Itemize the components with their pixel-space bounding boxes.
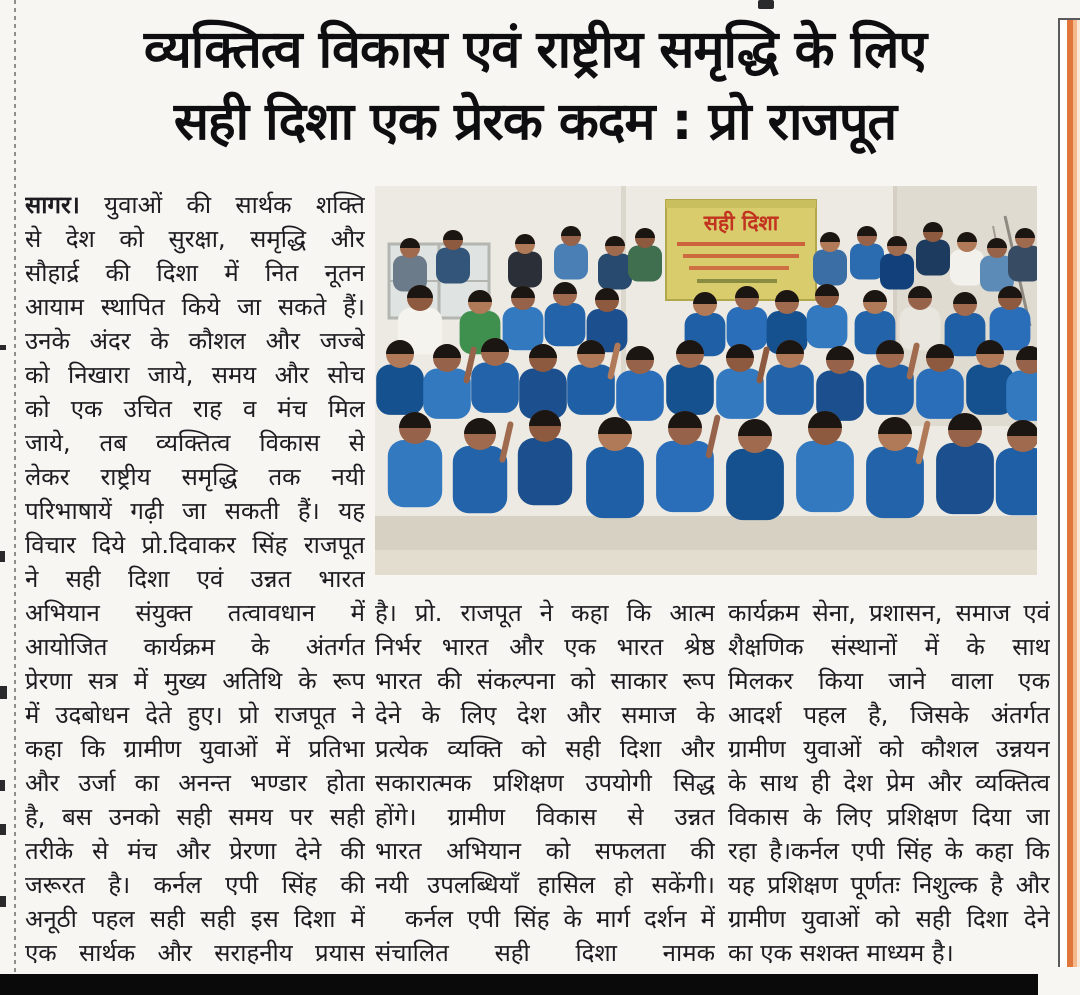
person <box>436 248 470 284</box>
text-line: आयाम स्थापित किये जा सकते हैं। <box>25 293 365 321</box>
person <box>656 441 714 512</box>
text-line: ने सही दिशा एवं उन्नत भारत <box>25 565 365 593</box>
text-line: प्रत्येक व्यक्ति को सही दिशा और <box>375 735 715 763</box>
headline-line-1: व्यक्तित्व विकास एवं राष्ट्रीय समृद्धि के लिए <box>143 20 927 80</box>
person <box>766 365 814 415</box>
text-line: का एक सशक्त माध्यम है। <box>728 939 954 967</box>
body-column-middle <box>375 596 715 970</box>
person <box>376 365 424 415</box>
text-line: एक सार्थक और सराहनीय प्रयास <box>25 939 365 967</box>
person <box>518 438 572 505</box>
person <box>554 244 588 280</box>
person <box>796 441 854 512</box>
person <box>628 246 662 282</box>
text-line: संचालित सही दिशा नामक <box>375 939 715 967</box>
person <box>503 307 544 350</box>
person <box>1006 371 1037 421</box>
text-line: कार्यक्रम सेना, प्रशासन, समाज एवं <box>728 599 1050 627</box>
person <box>916 240 950 276</box>
body-column-right <box>728 596 1050 970</box>
text-line: मिलकर किया जाने वाला एक <box>728 667 1050 695</box>
text-line: से देश को सुरक्षा, समृद्धि और <box>25 225 365 253</box>
text-line: जाये, तब व्यक्तित्व विकास से <box>25 429 365 457</box>
text-line: आदर्श पहल है, जिसके अंतर्गत <box>728 701 1050 729</box>
person <box>813 250 847 286</box>
text-line: और उर्जा का अनन्त भण्डार होता <box>25 769 365 797</box>
banner-small-text-row <box>677 242 805 246</box>
banner-title: सही दिशा <box>703 211 779 235</box>
person <box>916 369 964 419</box>
person <box>950 250 984 286</box>
edge-artifact <box>758 0 774 9</box>
bottom-crop-bar <box>0 974 1038 995</box>
edge-artifact <box>0 824 6 835</box>
text-line: के साथ ही देश प्रेम और व्यक्तित्व <box>728 769 1050 797</box>
group-photo-illustration <box>375 186 1037 575</box>
text-line: रहा है।कर्नल एपी सिंह के कहा कि <box>728 837 1050 865</box>
text-line: यह प्रशिक्षण पूर्णतः निशुल्क है और <box>728 871 1050 899</box>
text-line: तरीके से मंच और प्रेरणा देने की <box>25 837 365 865</box>
banner-small-text-row <box>689 266 789 270</box>
text-line: सागर। युवाओं की सार्थक शक्ति <box>25 191 365 219</box>
edge-artifact <box>0 551 5 562</box>
text-line: निर्भर भारत और एक भारत श्रेष्ठ <box>375 633 715 661</box>
text-line: है, बस उनको सही समय पर सही <box>25 803 365 831</box>
text-line: अनूठी पहल सही सही इस दिशा में <box>25 905 365 933</box>
person <box>807 305 848 348</box>
text-line: है। प्रो. राजपूत ने कहा कि आत्म <box>375 599 715 627</box>
banner-small-text-row <box>683 254 799 258</box>
person <box>996 448 1037 515</box>
banner-small-text-row <box>697 279 777 283</box>
text-line: विकास के लिए प्रशिक्षण दिया जा <box>728 803 1050 831</box>
text-line: परिभाषायें गढ़ी जा सकती हैं। यह <box>25 497 365 525</box>
person <box>453 446 507 513</box>
person <box>471 363 519 413</box>
edge-artifact <box>0 345 6 350</box>
person <box>388 440 442 507</box>
article-headline <box>25 14 1045 158</box>
edge-artifact <box>0 686 7 699</box>
text-line: सकारात्मक प्रशिक्षण उपयोगी सिद्ध <box>375 769 715 797</box>
edge-artifact <box>0 780 5 791</box>
text-line: जरूरत है। कर्नल एपी सिंह की <box>25 871 365 899</box>
text-line: विचार दिये प्रो.दिवाकर सिंह राजपूत <box>25 531 365 559</box>
text-line: में उदबोधन देते हुए। प्रो राजपूत ने <box>25 701 365 729</box>
text-line: आयोजित कार्यक्रम के अंतर्गत <box>25 633 365 661</box>
person <box>866 447 924 518</box>
text-line: को एक उचित राह व मंच मिल <box>25 395 365 423</box>
person <box>726 449 784 520</box>
text-line: उनके अंदर के कौशल और जज्बे <box>25 327 365 355</box>
text-line: नयी उपलब्धियाँ हासिल हो सकेंगी। <box>375 871 715 899</box>
text-line: ग्रामीण युवाओं को सही दिशा देने <box>728 905 1050 933</box>
adjacent-article-edge <box>1058 18 1080 967</box>
text-line: कहा कि ग्रामीण युवाओं में प्रतिभा <box>25 735 365 763</box>
column-divider-rule <box>14 0 16 972</box>
person <box>666 365 714 415</box>
edge-artifact <box>0 896 6 907</box>
person <box>598 254 632 290</box>
person <box>586 447 644 518</box>
person <box>616 371 664 421</box>
person <box>727 307 768 350</box>
person <box>423 369 471 419</box>
person <box>880 254 914 290</box>
text-line: प्रेरणा सत्र में मुख्य अतिथि के रूप <box>25 667 365 695</box>
text-line: ग्रामीण युवाओं को कौशल उन्नयन <box>728 735 1050 763</box>
headline-line-2: सही दिशा एक प्रेरक कदम : प्रो राजपूत <box>173 92 897 152</box>
text-line: होंगे। ग्रामीण विकास से उन्नत <box>375 803 715 831</box>
person <box>1008 246 1037 282</box>
person <box>545 303 586 346</box>
text-line: भारत की संकल्पना को साकार रूप <box>375 667 715 695</box>
text-line: शैक्षणिक संस्थानों में के साथ <box>728 633 1050 661</box>
person <box>900 307 941 350</box>
person <box>850 244 884 280</box>
person <box>716 369 764 419</box>
person <box>508 252 542 288</box>
text-line: अभियान संयुक्त तत्वावधान में <box>25 599 365 627</box>
body-column-left <box>25 188 365 970</box>
text-line: कर्नल एपी सिंह के मार्ग दर्शन में <box>405 905 715 933</box>
text-line: देने के लिए देश और समाज के <box>375 701 715 729</box>
banner <box>666 200 816 300</box>
person <box>936 443 994 514</box>
group-photo <box>375 186 1037 575</box>
text-line: सौहार्द्र की दिशा में नित नूतन <box>25 259 365 287</box>
person <box>567 365 615 415</box>
text-line: लेकर राष्ट्रीय समृद्धि तक नयी <box>25 463 365 491</box>
person <box>866 365 914 415</box>
text-line: को निखारा जाये, समय और सोच <box>25 361 365 389</box>
text-line: भारत अभियान को सफलता की <box>375 837 715 865</box>
